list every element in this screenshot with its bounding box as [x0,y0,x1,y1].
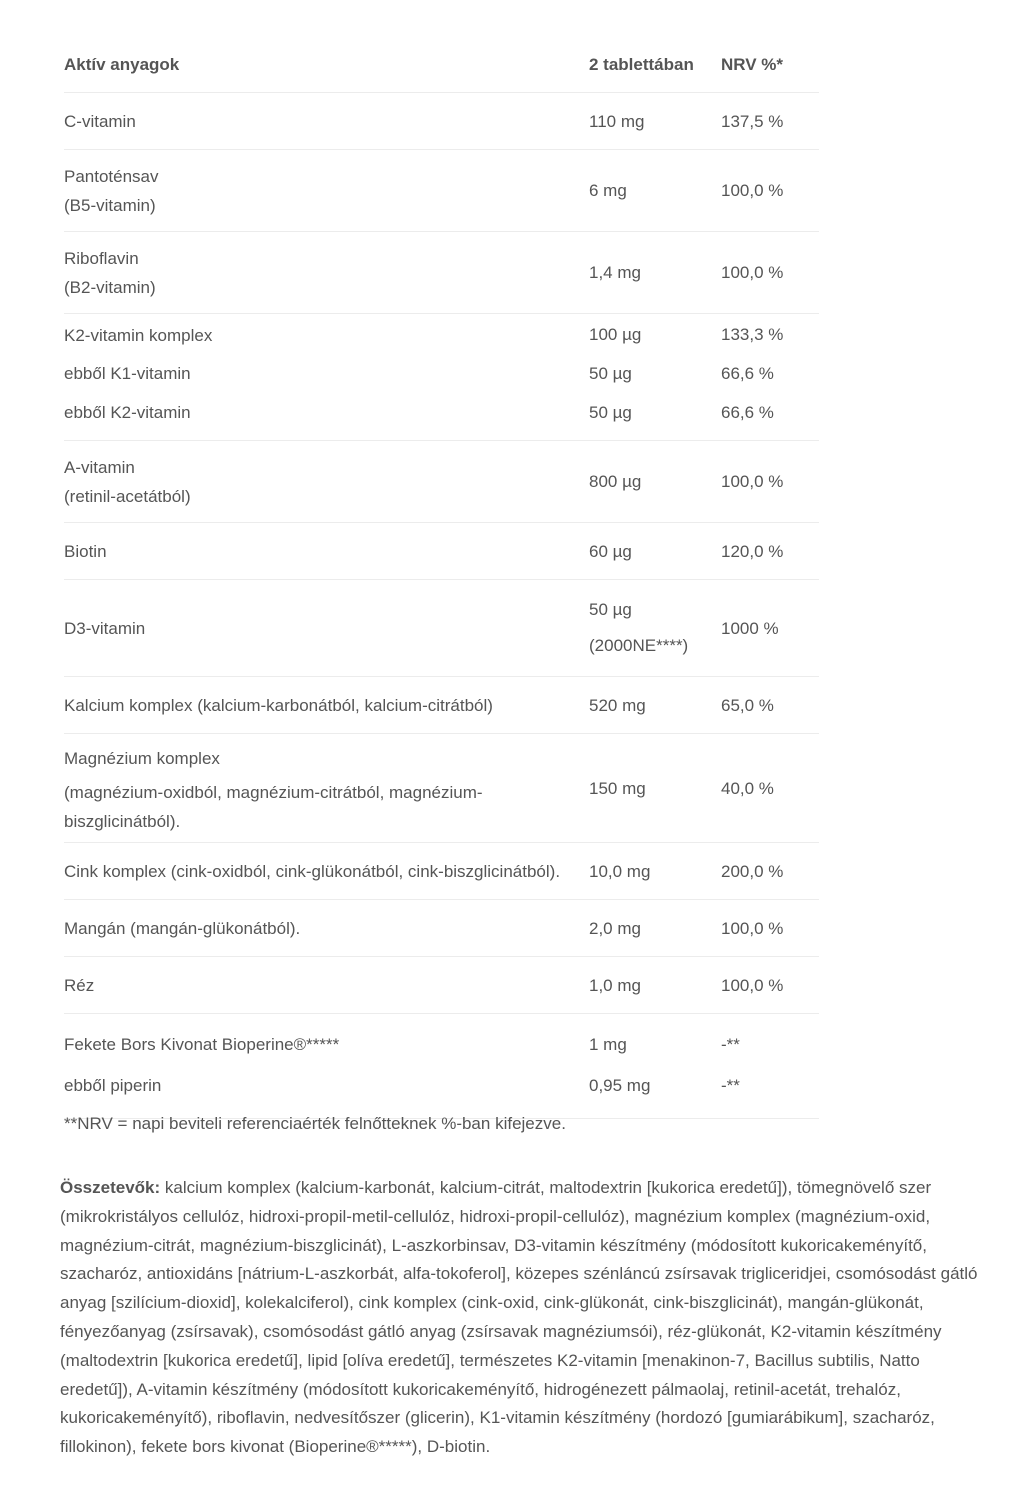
row-amount: 10,0 mg [589,843,721,900]
row-amount: 110 mg [589,93,721,150]
row-amount: 0,95 mg [589,1066,721,1119]
row-nrv: 66,6 % [721,363,774,383]
row-amount: 50 µg [589,363,632,383]
row-nrv: 100,0 % [721,232,819,314]
row-amount: 2,0 mg [589,900,721,957]
nrv-footnote: **NRV = napi beviteli referenciaérték felnőtteknek %-ban kifejezve. [64,1114,566,1133]
row-nrv: 133,3 % [721,324,784,344]
row-name-line: biszglicinátból). [64,812,181,831]
row-amount: 520 mg [589,677,721,734]
row-amount: 150 mg [589,734,721,843]
row-name: ebből K2-vitamin [64,392,589,441]
table-row [64,314,819,355]
row-name: D3-vitamin [64,580,589,677]
row-name-line: A-vitamin [64,457,135,477]
header-amount: 2 tablettában [589,36,721,93]
row-name: Biotin [64,523,589,580]
row-nrv: 1000 % [721,580,819,677]
table-row [64,441,819,523]
row-amount [589,580,721,677]
header-active-ingredients: Aktív anyagok [64,36,589,93]
row-name [64,441,589,523]
row-name [64,734,589,843]
row-nrv: 66,6 % [721,392,819,441]
row-name: C-vitamin [64,93,589,150]
row-nrv: 100,0 % [721,441,819,523]
row-amount: 1 mg [589,1034,627,1054]
row-nrv: 137,5 % [721,93,819,150]
row-name: Fekete Bors Kivonat Bioperine®***** [64,1034,340,1054]
row-name: Mangán (mangán-glükonátból). [64,900,589,957]
row-name-line: Magnézium komplex [64,749,220,768]
table-row [64,523,819,580]
row-name-line: (retinil-acetátból) [64,486,191,506]
row-amount-line: 50 µg [589,600,632,619]
row-name: ebből K1-vitamin [64,363,191,383]
row-amount-line: (2000NE****) [589,636,689,655]
table-row [64,354,819,392]
row-name: Kalcium komplex (kalcium-karbonátból, kalcium-citrátból) [64,677,589,734]
row-nrv: -** [721,1034,740,1054]
table-row [64,150,819,232]
row-name [64,150,589,232]
row-amount: 60 µg [589,523,721,580]
table-row [64,580,819,677]
row-name-line: (magnézium-oxidból, magnézium-citrátból, magnézium- [64,783,483,802]
row-amount: 100 µg [589,324,642,344]
row-name: Cink komplex (cink-oxidból, cink-glükonátból, cink-biszglicinátból). [64,843,589,900]
row-nrv: 200,0 % [721,843,819,900]
row-name-line: (B2-vitamin) [64,277,156,297]
row-amount: 6 mg [589,150,721,232]
ingredients-label: Összetevők: [60,1178,161,1197]
row-amount: 800 µg [589,441,721,523]
row-nrv: 65,0 % [721,677,819,734]
ingredients-paragraph [60,1174,980,1462]
table-row [64,232,819,314]
row-nrv: 100,0 % [721,957,819,1014]
row-name-line: (B5-vitamin) [64,195,156,215]
row-amount: 50 µg [589,392,721,441]
row-nrv: -** [721,1066,819,1119]
nutrition-table [64,36,819,1119]
row-amount: 1,0 mg [589,957,721,1014]
row-nrv: 120,0 % [721,523,819,580]
table-row [64,957,819,1014]
row-name: K2-vitamin komplex [64,325,213,345]
row-name-line: Pantoténsav [64,166,159,186]
row-nrv: 40,0 % [721,734,819,843]
table-row [64,93,819,150]
row-nrv: 100,0 % [721,150,819,232]
table-row [64,843,819,900]
table-row [64,392,819,441]
table-header-row [64,36,819,93]
row-amount: 1,4 mg [589,232,721,314]
table-row [64,677,819,734]
table-row [64,900,819,957]
table-row [64,734,819,843]
row-name-line: Riboflavin [64,248,139,268]
row-name: Réz [64,957,589,1014]
row-nrv: 100,0 % [721,900,819,957]
ingredients-text: kalcium komplex (kalcium-karbonát, kalcium-citrát, maltodextrin [kukorica eredetű]), tömegnövelő szer (mikrokristályos cellulóz, hidroxi-propil-metil-cellulóz, hidroxi-propil-cellulóz), magnézium komplex (magnézium-oxid, magnézium-citrát, magnézium-biszglicinát), L-aszkorbinsav, D3-vitamin készítmény (módosított kukoricakeményítő, szacharóz, antioxidáns [nátrium-L-aszkorbát, alfa-tokoferol], közepes szénláncú zsírsavak trigliceridjei, csomósodást gátló anyag [szilícium-dioxid], kolekalciferol), cink komplex (cink-oxid, cink-glükonát, cink-biszglicinát), mangán-glükonát, fényezőanyag (zsírsavak), csomósodást gátló anyag (zsírsavak magnéziumsói), réz-glükonát, K2-vitamin készítmény (maltodextrin [kukorica eredetű], lipid [olíva eredetű], természetes K2-vitamin [menakinon-7, Bacillus subtilis, Natto eredetű]), A-vitamin készítmény (módosított kukoricakeményítő, hidrogénezett pálmaolaj, retinil-acetát, trehalóz, kukoricakeményítő), riboflavin, nedvesítőszer (glicerin), K1-vitamin készítmény (hordozó [gumiarábikum], szacharóz, fillokinon), fekete bors kivonat (Bioperine®*****), D-biotin. [60,1178,978,1457]
row-name: ebből piperin [64,1066,589,1119]
header-nrv: NRV %* [721,36,819,93]
table-row [64,1014,819,1067]
row-name [64,232,589,314]
